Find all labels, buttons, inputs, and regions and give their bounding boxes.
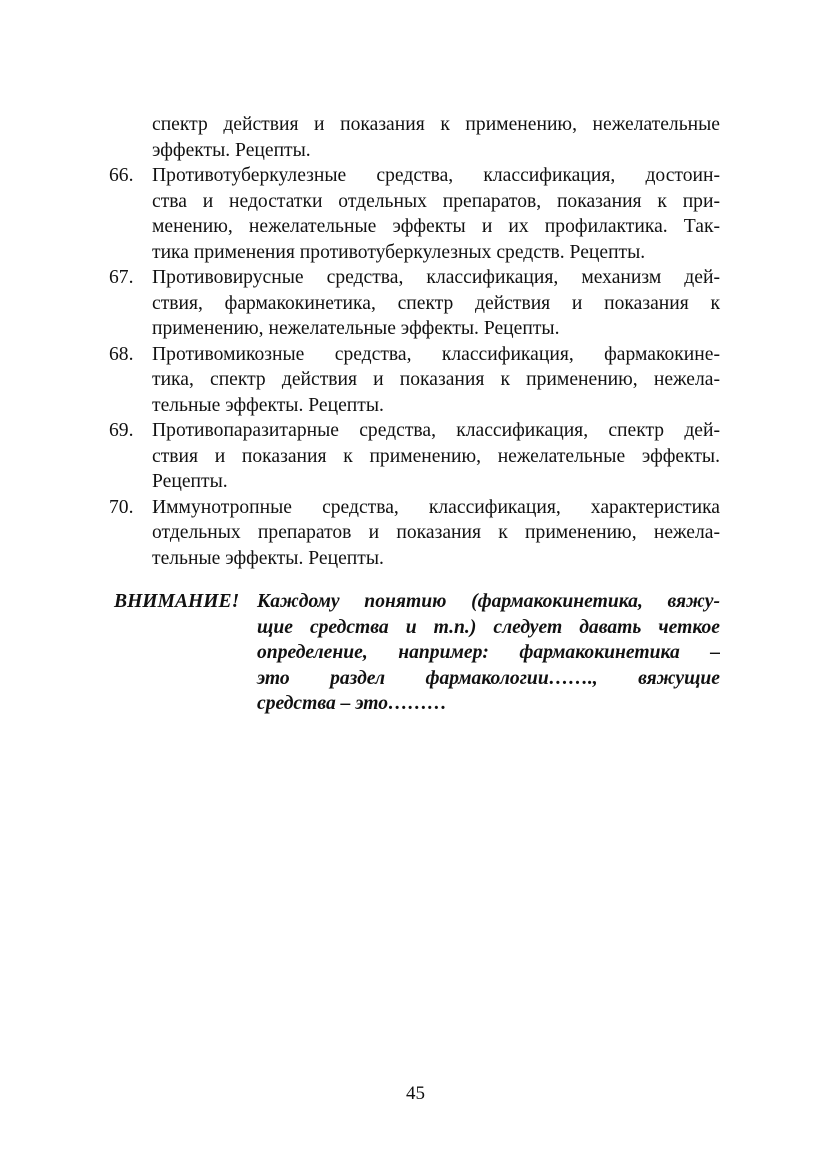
item-number: 70. <box>109 496 134 518</box>
text-line: Противомикозные средства, классификация, фармакокине- <box>152 343 720 365</box>
text-line: эффекты. Рецепты. <box>152 139 311 161</box>
text-line: тельные эффекты. Рецепты. <box>152 394 384 416</box>
text-line: щие средства и т.п.) следует давать четкое <box>257 616 720 638</box>
question-list <box>109 112 720 571</box>
text-line: средства – это……… <box>257 693 447 714</box>
text-line: определение, например: фармакокинетика – <box>257 642 720 663</box>
continued-item-text <box>109 112 720 163</box>
text-line: отдельных препаратов и показания к применению, нежела- <box>152 522 720 543</box>
text-line: это раздел фармакологии……., вяжущие <box>257 667 720 689</box>
list-item <box>109 418 720 495</box>
text-line: спектр действия и показания к применению, нежелательные <box>152 114 720 135</box>
text-line: Противотуберкулезные средства, классификация, достоин- <box>152 165 720 186</box>
text-line: ствия, фармакокинетика, спектр действия и показания к <box>152 292 720 314</box>
list-item <box>109 342 720 419</box>
notice-label: ВНИМАНИЕ! <box>114 591 240 612</box>
item-number: 68. <box>109 343 134 365</box>
item-number: 67. <box>109 267 134 288</box>
text-line: применению, нежелательные эффекты. Рецепты. <box>152 318 560 339</box>
text-line: Рецепты. <box>152 471 228 492</box>
text-line: ствия и показания к применению, нежелательные эффекты. <box>152 445 720 467</box>
item-number: 69. <box>109 420 134 441</box>
text-line: тика применения противотуберкулезных средств. Рецепты. <box>152 241 646 263</box>
text-line: Каждому понятию (фармакокинетика, вяжу- <box>257 591 720 612</box>
text-line: тика, спектр действия и показания к применению, нежела- <box>152 369 720 390</box>
page-number: 45 <box>406 1083 425 1104</box>
text-line: ства и недостатки отдельных препаратов, показания к при- <box>152 190 720 212</box>
list-item <box>109 163 720 265</box>
list-item <box>109 495 720 572</box>
text-line: Противопаразитарные средства, классификация, спектр дей- <box>152 420 720 441</box>
text-line: тельные эффекты. Рецепты. <box>152 547 384 569</box>
text-line: Иммунотропные средства, классификация, характеристика <box>152 496 720 518</box>
notice-text <box>257 589 720 717</box>
text-line: Противовирусные средства, классификация, механизм дей- <box>152 267 720 288</box>
text-line: менению, нежелательные эффекты и их профилактика. Так- <box>152 216 720 237</box>
attention-notice <box>114 589 720 717</box>
item-number: 66. <box>109 165 134 186</box>
list-item <box>109 265 720 342</box>
